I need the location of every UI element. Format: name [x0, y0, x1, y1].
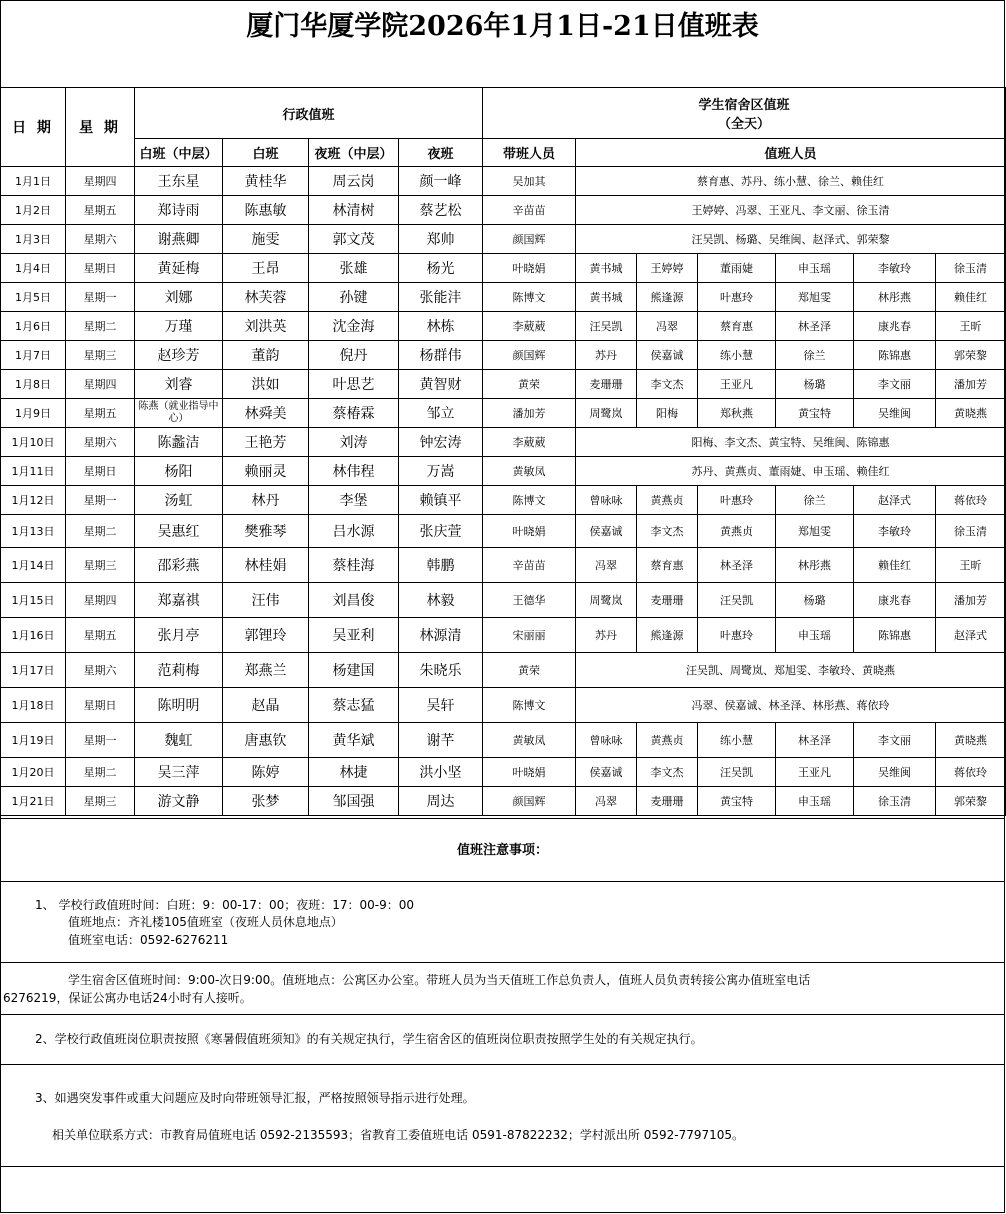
staff-cell: 叶惠玲 — [698, 618, 776, 653]
day-cell: 林桂娟 — [223, 548, 309, 583]
date-cell: 1月15日 — [1, 583, 66, 618]
leader-cell: 辛苗苗 — [483, 196, 576, 225]
weekday-cell: 星期五 — [66, 618, 135, 653]
staff-cell: 吴维闽 — [854, 399, 936, 428]
header-leader: 带班人员 — [483, 139, 576, 167]
staff-cell: 侯嘉诚 — [576, 758, 637, 787]
weekday-cell: 星期三 — [66, 341, 135, 370]
table-row — [1, 457, 1006, 486]
day-cell: 黄桂华 — [223, 167, 309, 196]
date-cell: 1月10日 — [1, 428, 66, 457]
day-cell: 张梦 — [223, 787, 309, 816]
leader-cell: 颜国辉 — [483, 225, 576, 254]
leader-cell: 辛苗苗 — [483, 548, 576, 583]
night-mid-cell: 邹国强 — [309, 787, 399, 816]
duty-table — [0, 87, 1006, 816]
leader-cell: 叶晓娟 — [483, 515, 576, 548]
staff-cell: 杨璐 — [776, 583, 854, 618]
table-row — [1, 688, 1006, 723]
header-admin: 行政值班 — [135, 88, 483, 139]
staff-cell: 阳梅 — [637, 399, 698, 428]
table-row — [1, 283, 1006, 312]
staff-cell: 陈锦惠 — [854, 341, 936, 370]
note-5: 相关单位联系方式：市教育局值班电话 0592-2135593；省教育工委值班电话 0591-87822232；学村派出所 0592-7797105。 — [52, 1128, 745, 1142]
staff-cell: 黄燕贞 — [637, 723, 698, 758]
date-cell: 1月8日 — [1, 370, 66, 399]
day-cell: 林舜美 — [223, 399, 309, 428]
night-cell: 郑帅 — [399, 225, 483, 254]
note-2a: 学生宿舍区值班时间：9:00-次日9:00。值班地点：公寓区办公室。带班人员为当天值班工作总负责人，值班人员负责转接公寓办值班室电话 — [68, 973, 811, 987]
night-cell: 周达 — [399, 787, 483, 816]
day-cell: 樊雅琴 — [223, 515, 309, 548]
staff-cell: 黄晓燕 — [936, 723, 1006, 758]
night-mid-cell: 蔡桂海 — [309, 548, 399, 583]
date-cell: 1月7日 — [1, 341, 66, 370]
night-mid-cell: 李堡 — [309, 486, 399, 515]
weekday-cell: 星期四 — [66, 370, 135, 399]
night-cell: 洪小坚 — [399, 758, 483, 787]
staff-cell: 黄宝特 — [698, 787, 776, 816]
date-cell: 1月21日 — [1, 787, 66, 816]
staff-cell: 李文杰 — [637, 515, 698, 548]
date-cell: 1月20日 — [1, 758, 66, 787]
day-mid-cell: 王东星 — [135, 167, 223, 196]
table-row — [1, 312, 1006, 341]
date-cell: 1月12日 — [1, 486, 66, 515]
leader-cell: 叶晓娟 — [483, 758, 576, 787]
date-cell: 1月2日 — [1, 196, 66, 225]
day-mid-cell: 魏虹 — [135, 723, 223, 758]
staff-cell: 黄燕贞 — [698, 515, 776, 548]
day-mid-cell: 谢燕卿 — [135, 225, 223, 254]
staff-cell: 徐玉清 — [936, 254, 1006, 283]
weekday-cell: 星期三 — [66, 548, 135, 583]
staff-cell: 侯嘉诚 — [637, 341, 698, 370]
staff-cell: 申玉瑶 — [776, 254, 854, 283]
table-row — [1, 758, 1006, 787]
day-mid-cell: 吴惠红 — [135, 515, 223, 548]
staff-cell: 叶惠玲 — [698, 283, 776, 312]
staff-cell: 蒋依玲 — [936, 486, 1006, 515]
night-mid-cell: 郭文茂 — [309, 225, 399, 254]
day-cell: 唐惠钦 — [223, 723, 309, 758]
table-row — [1, 341, 1006, 370]
date-cell: 1月9日 — [1, 399, 66, 428]
day-cell: 施雯 — [223, 225, 309, 254]
day-mid-cell: 陈燕（就业指导中心） — [135, 399, 223, 428]
night-cell: 吴轩 — [399, 688, 483, 723]
staff-cell: 李文丽 — [854, 370, 936, 399]
divider — [0, 1064, 1005, 1065]
night-cell: 林源清 — [399, 618, 483, 653]
night-cell: 杨群伟 — [399, 341, 483, 370]
staff-cell: 叶惠玲 — [698, 486, 776, 515]
night-mid-cell: 杨建国 — [309, 653, 399, 688]
day-mid-cell: 范莉梅 — [135, 653, 223, 688]
weekday-cell: 星期五 — [66, 196, 135, 225]
staff-cell: 王亚凡 — [698, 370, 776, 399]
leader-cell: 黄敏凤 — [483, 723, 576, 758]
night-mid-cell: 刘昌俊 — [309, 583, 399, 618]
weekday-cell: 星期一 — [66, 486, 135, 515]
staff-cell: 周鹭岚 — [576, 399, 637, 428]
day-mid-cell: 黄延梅 — [135, 254, 223, 283]
weekday-cell: 星期四 — [66, 167, 135, 196]
day-cell: 汪伟 — [223, 583, 309, 618]
table-row — [1, 428, 1006, 457]
staff-cell: 赖佳红 — [936, 283, 1006, 312]
staff-cell: 汪吴凯 — [698, 758, 776, 787]
weekday-cell: 星期六 — [66, 653, 135, 688]
staff-merged-cell: 汪吴凯、周鹭岚、郑旭雯、李敏玲、黄晓燕 — [576, 653, 1006, 688]
divider — [0, 1014, 1005, 1015]
day-mid-cell: 陈蠡洁 — [135, 428, 223, 457]
leader-cell: 吴加其 — [483, 167, 576, 196]
day-cell: 赵晶 — [223, 688, 309, 723]
staff-cell: 蔡育惠 — [637, 548, 698, 583]
night-mid-cell: 刘涛 — [309, 428, 399, 457]
header-dorm-sub: （全天） — [717, 117, 770, 132]
staff-cell: 黄书城 — [576, 254, 637, 283]
staff-cell: 杨璐 — [776, 370, 854, 399]
weekday-cell: 星期日 — [66, 688, 135, 723]
date-cell: 1月3日 — [1, 225, 66, 254]
table-row — [1, 486, 1006, 515]
day-mid-cell: 赵珍芳 — [135, 341, 223, 370]
note-2b: 6276219，保证公寓办电话24小时有人接听。 — [3, 991, 252, 1005]
header-dorm — [483, 88, 1006, 139]
night-mid-cell: 蔡椿霖 — [309, 399, 399, 428]
leader-cell: 黄荣 — [483, 370, 576, 399]
table-row — [1, 225, 1006, 254]
night-mid-cell: 林清树 — [309, 196, 399, 225]
day-mid-cell: 刘睿 — [135, 370, 223, 399]
staff-cell: 赵泽式 — [854, 486, 936, 515]
staff-cell: 蒋依玲 — [936, 758, 1006, 787]
weekday-cell: 星期一 — [66, 723, 135, 758]
leader-cell: 叶晓娟 — [483, 254, 576, 283]
staff-cell: 曾咏咏 — [576, 486, 637, 515]
night-mid-cell: 林捷 — [309, 758, 399, 787]
date-cell: 1月4日 — [1, 254, 66, 283]
staff-cell: 冯翠 — [576, 787, 637, 816]
weekday-cell: 星期五 — [66, 399, 135, 428]
note-4: 3、如遇突发事件或重大问题应及时向带班领导汇报，严格按照领导指示进行处理。 — [35, 1091, 475, 1105]
night-mid-cell: 蔡志猛 — [309, 688, 399, 723]
staff-cell: 赖佳红 — [854, 548, 936, 583]
staff-cell: 王亚凡 — [776, 758, 854, 787]
leader-cell: 陈博文 — [483, 688, 576, 723]
staff-cell: 林彤燕 — [854, 283, 936, 312]
staff-cell: 苏丹 — [576, 341, 637, 370]
staff-cell: 申玉瑶 — [776, 787, 854, 816]
day-mid-cell: 陈明明 — [135, 688, 223, 723]
day-cell: 刘洪英 — [223, 312, 309, 341]
staff-cell: 蔡育惠 — [698, 312, 776, 341]
staff-cell: 徐玉清 — [936, 515, 1006, 548]
day-cell: 董韵 — [223, 341, 309, 370]
day-mid-cell: 杨阳 — [135, 457, 223, 486]
staff-cell: 李文杰 — [637, 758, 698, 787]
weekday-cell: 星期六 — [66, 428, 135, 457]
staff-cell: 冯翠 — [576, 548, 637, 583]
date-cell: 1月16日 — [1, 618, 66, 653]
leader-cell: 王德华 — [483, 583, 576, 618]
header-date: 日 期 — [1, 88, 66, 167]
date-cell: 1月1日 — [1, 167, 66, 196]
table-row — [1, 653, 1006, 688]
night-cell: 万嵩 — [399, 457, 483, 486]
staff-cell: 郭荣黎 — [936, 787, 1006, 816]
staff-cell: 林圣泽 — [776, 723, 854, 758]
weekday-cell: 星期日 — [66, 457, 135, 486]
weekday-cell: 星期一 — [66, 283, 135, 312]
staff-cell: 赵泽式 — [936, 618, 1006, 653]
night-cell: 赖镇平 — [399, 486, 483, 515]
table-row — [1, 583, 1006, 618]
staff-cell: 周鹭岚 — [576, 583, 637, 618]
note-1a: 1、 学校行政值班时间：白班：9：00-17：00；夜班：17：00-9：00 — [35, 898, 414, 912]
date-cell: 1月6日 — [1, 312, 66, 341]
staff-cell: 汪吴凯 — [576, 312, 637, 341]
day-cell: 洪如 — [223, 370, 309, 399]
staff-cell: 汪吴凯 — [698, 583, 776, 618]
staff-cell: 徐玉清 — [854, 787, 936, 816]
leader-cell: 李葳葳 — [483, 428, 576, 457]
night-mid-cell: 沈金海 — [309, 312, 399, 341]
day-cell: 王艳芳 — [223, 428, 309, 457]
staff-cell: 曾咏咏 — [576, 723, 637, 758]
divider — [0, 1166, 1005, 1167]
night-mid-cell: 吕水源 — [309, 515, 399, 548]
staff-merged-cell: 蔡育惠、苏丹、练小慧、徐兰、赖佳红 — [576, 167, 1006, 196]
night-cell: 邹立 — [399, 399, 483, 428]
night-mid-cell: 周云岗 — [309, 167, 399, 196]
staff-cell: 黄晓燕 — [936, 399, 1006, 428]
staff-cell: 李文丽 — [854, 723, 936, 758]
header-day: 白班 — [223, 139, 309, 167]
weekday-cell: 星期二 — [66, 312, 135, 341]
table-row — [1, 548, 1006, 583]
night-cell: 韩鹏 — [399, 548, 483, 583]
day-cell: 林芙蓉 — [223, 283, 309, 312]
night-cell: 张庆萱 — [399, 515, 483, 548]
table-row — [1, 370, 1006, 399]
table-row — [1, 723, 1006, 758]
night-mid-cell: 叶思艺 — [309, 370, 399, 399]
staff-cell: 徐兰 — [776, 486, 854, 515]
night-cell: 张能沣 — [399, 283, 483, 312]
staff-cell: 黄燕贞 — [637, 486, 698, 515]
leader-cell: 陈博文 — [483, 283, 576, 312]
header-night: 夜班 — [399, 139, 483, 167]
staff-merged-cell: 苏丹、黄燕贞、董雨婕、申玉瑶、赖佳红 — [576, 457, 1006, 486]
date-cell: 1月18日 — [1, 688, 66, 723]
day-cell: 郭锂玲 — [223, 618, 309, 653]
day-mid-cell: 郑嘉祺 — [135, 583, 223, 618]
weekday-cell: 星期三 — [66, 787, 135, 816]
leader-cell: 颜国辉 — [483, 787, 576, 816]
page-title: 厦门华厦学院2026年1月1日-21日值班表 — [246, 11, 759, 42]
divider — [0, 962, 1005, 963]
header-day-mid: 白班（中层） — [135, 139, 223, 167]
leader-cell: 黄荣 — [483, 653, 576, 688]
day-cell: 赖丽灵 — [223, 457, 309, 486]
header-dorm-title: 学生宿舍区值班 — [698, 98, 790, 113]
staff-cell: 康兆春 — [854, 583, 936, 618]
day-cell: 郑燕兰 — [223, 653, 309, 688]
day-cell: 陈婷 — [223, 758, 309, 787]
note-3: 2、学校行政值班岗位职责按照《寒暑假值班须知》的有关规定执行，学生宿舍区的值班岗位职责按照学生处的有关规定执行。 — [35, 1032, 703, 1046]
leader-cell: 陈博文 — [483, 486, 576, 515]
staff-cell: 潘加芳 — [936, 583, 1006, 618]
weekday-cell: 星期日 — [66, 254, 135, 283]
leader-cell: 李葳葳 — [483, 312, 576, 341]
staff-cell: 郑旭雯 — [776, 515, 854, 548]
staff-cell: 康兆春 — [854, 312, 936, 341]
staff-cell: 陈锦惠 — [854, 618, 936, 653]
staff-cell: 熊逢源 — [637, 283, 698, 312]
staff-cell: 李敏玲 — [854, 254, 936, 283]
header-night-mid: 夜班（中层） — [309, 139, 399, 167]
weekday-cell: 星期六 — [66, 225, 135, 254]
day-mid-cell: 刘娜 — [135, 283, 223, 312]
notes-title: 值班注意事项： — [0, 818, 1005, 882]
night-mid-cell: 张雄 — [309, 254, 399, 283]
night-cell: 林栋 — [399, 312, 483, 341]
table-row — [1, 399, 1006, 428]
night-mid-cell: 黄华斌 — [309, 723, 399, 758]
night-mid-cell: 吴亚利 — [309, 618, 399, 653]
staff-cell: 冯翠 — [637, 312, 698, 341]
night-cell: 钟宏涛 — [399, 428, 483, 457]
leader-cell: 黄敏凤 — [483, 457, 576, 486]
staff-cell: 熊逢源 — [637, 618, 698, 653]
date-cell: 1月14日 — [1, 548, 66, 583]
day-mid-cell: 汤虹 — [135, 486, 223, 515]
staff-cell: 麦珊珊 — [576, 370, 637, 399]
staff-cell: 练小慧 — [698, 723, 776, 758]
staff-cell: 潘加芳 — [936, 370, 1006, 399]
staff-cell: 黄宝特 — [776, 399, 854, 428]
staff-cell: 王昕 — [936, 312, 1006, 341]
staff-cell: 徐兰 — [776, 341, 854, 370]
staff-cell: 郑旭雯 — [776, 283, 854, 312]
staff-cell: 林圣泽 — [776, 312, 854, 341]
table-row — [1, 787, 1006, 816]
date-cell: 1月17日 — [1, 653, 66, 688]
staff-cell: 郑秋燕 — [698, 399, 776, 428]
weekday-cell: 星期二 — [66, 515, 135, 548]
weekday-cell: 星期二 — [66, 758, 135, 787]
leader-cell: 潘加芳 — [483, 399, 576, 428]
staff-cell: 吴维闽 — [854, 758, 936, 787]
staff-cell: 董雨婕 — [698, 254, 776, 283]
leader-cell: 颜国辉 — [483, 341, 576, 370]
day-mid-cell: 万瑾 — [135, 312, 223, 341]
staff-cell: 林圣泽 — [698, 548, 776, 583]
night-mid-cell: 孙键 — [309, 283, 399, 312]
night-cell: 朱晓乐 — [399, 653, 483, 688]
day-cell: 王昂 — [223, 254, 309, 283]
day-mid-cell: 吴三萍 — [135, 758, 223, 787]
staff-merged-cell: 汪吴凯、杨璐、吴维闽、赵泽式、郭荣黎 — [576, 225, 1006, 254]
staff-cell: 侯嘉诚 — [576, 515, 637, 548]
day-cell: 林丹 — [223, 486, 309, 515]
staff-cell: 练小慧 — [698, 341, 776, 370]
staff-cell: 王昕 — [936, 548, 1006, 583]
table-row — [1, 254, 1006, 283]
leader-cell: 宋丽丽 — [483, 618, 576, 653]
night-cell: 黄智财 — [399, 370, 483, 399]
date-cell: 1月11日 — [1, 457, 66, 486]
night-mid-cell: 林伟程 — [309, 457, 399, 486]
staff-cell: 申玉瑶 — [776, 618, 854, 653]
date-cell: 1月5日 — [1, 283, 66, 312]
night-mid-cell: 倪丹 — [309, 341, 399, 370]
night-cell: 林毅 — [399, 583, 483, 618]
note-1b: 值班地点：齐礼楼105值班室（夜班人员休息地点） — [68, 915, 343, 929]
table-row — [1, 196, 1006, 225]
staff-cell: 麦珊珊 — [637, 787, 698, 816]
header-weekday: 星 期 — [66, 88, 135, 167]
staff-cell: 李敏玲 — [854, 515, 936, 548]
date-cell: 1月13日 — [1, 515, 66, 548]
table-row — [1, 167, 1006, 196]
weekday-cell: 星期四 — [66, 583, 135, 618]
night-cell: 谢芊 — [399, 723, 483, 758]
table-row — [1, 515, 1006, 548]
note-1c: 值班室电话：0592-6276211 — [68, 933, 229, 947]
date-cell: 1月19日 — [1, 723, 66, 758]
table-row — [1, 618, 1006, 653]
night-cell: 颜一峰 — [399, 167, 483, 196]
night-cell: 杨光 — [399, 254, 483, 283]
staff-merged-cell: 王婷婷、冯翠、王亚凡、李文丽、徐玉清 — [576, 196, 1006, 225]
staff-cell: 黄书城 — [576, 283, 637, 312]
staff-cell: 林彤燕 — [776, 548, 854, 583]
night-cell: 蔡艺松 — [399, 196, 483, 225]
staff-merged-cell: 冯翠、侯嘉诚、林圣泽、林彤燕、蒋依玲 — [576, 688, 1006, 723]
day-mid-cell: 郑诗雨 — [135, 196, 223, 225]
staff-cell: 苏丹 — [576, 618, 637, 653]
staff-cell: 李文杰 — [637, 370, 698, 399]
staff-cell: 郭荣黎 — [936, 341, 1006, 370]
day-mid-cell: 游文静 — [135, 787, 223, 816]
staff-cell: 麦珊珊 — [637, 583, 698, 618]
day-mid-cell: 张月亭 — [135, 618, 223, 653]
day-mid-cell: 邵彩燕 — [135, 548, 223, 583]
day-cell: 陈惠敏 — [223, 196, 309, 225]
header-staff: 值班人员 — [576, 139, 1006, 167]
staff-merged-cell: 阳梅、李文杰、黄宝特、吴维闽、陈锦惠 — [576, 428, 1006, 457]
staff-cell: 王婷婷 — [637, 254, 698, 283]
